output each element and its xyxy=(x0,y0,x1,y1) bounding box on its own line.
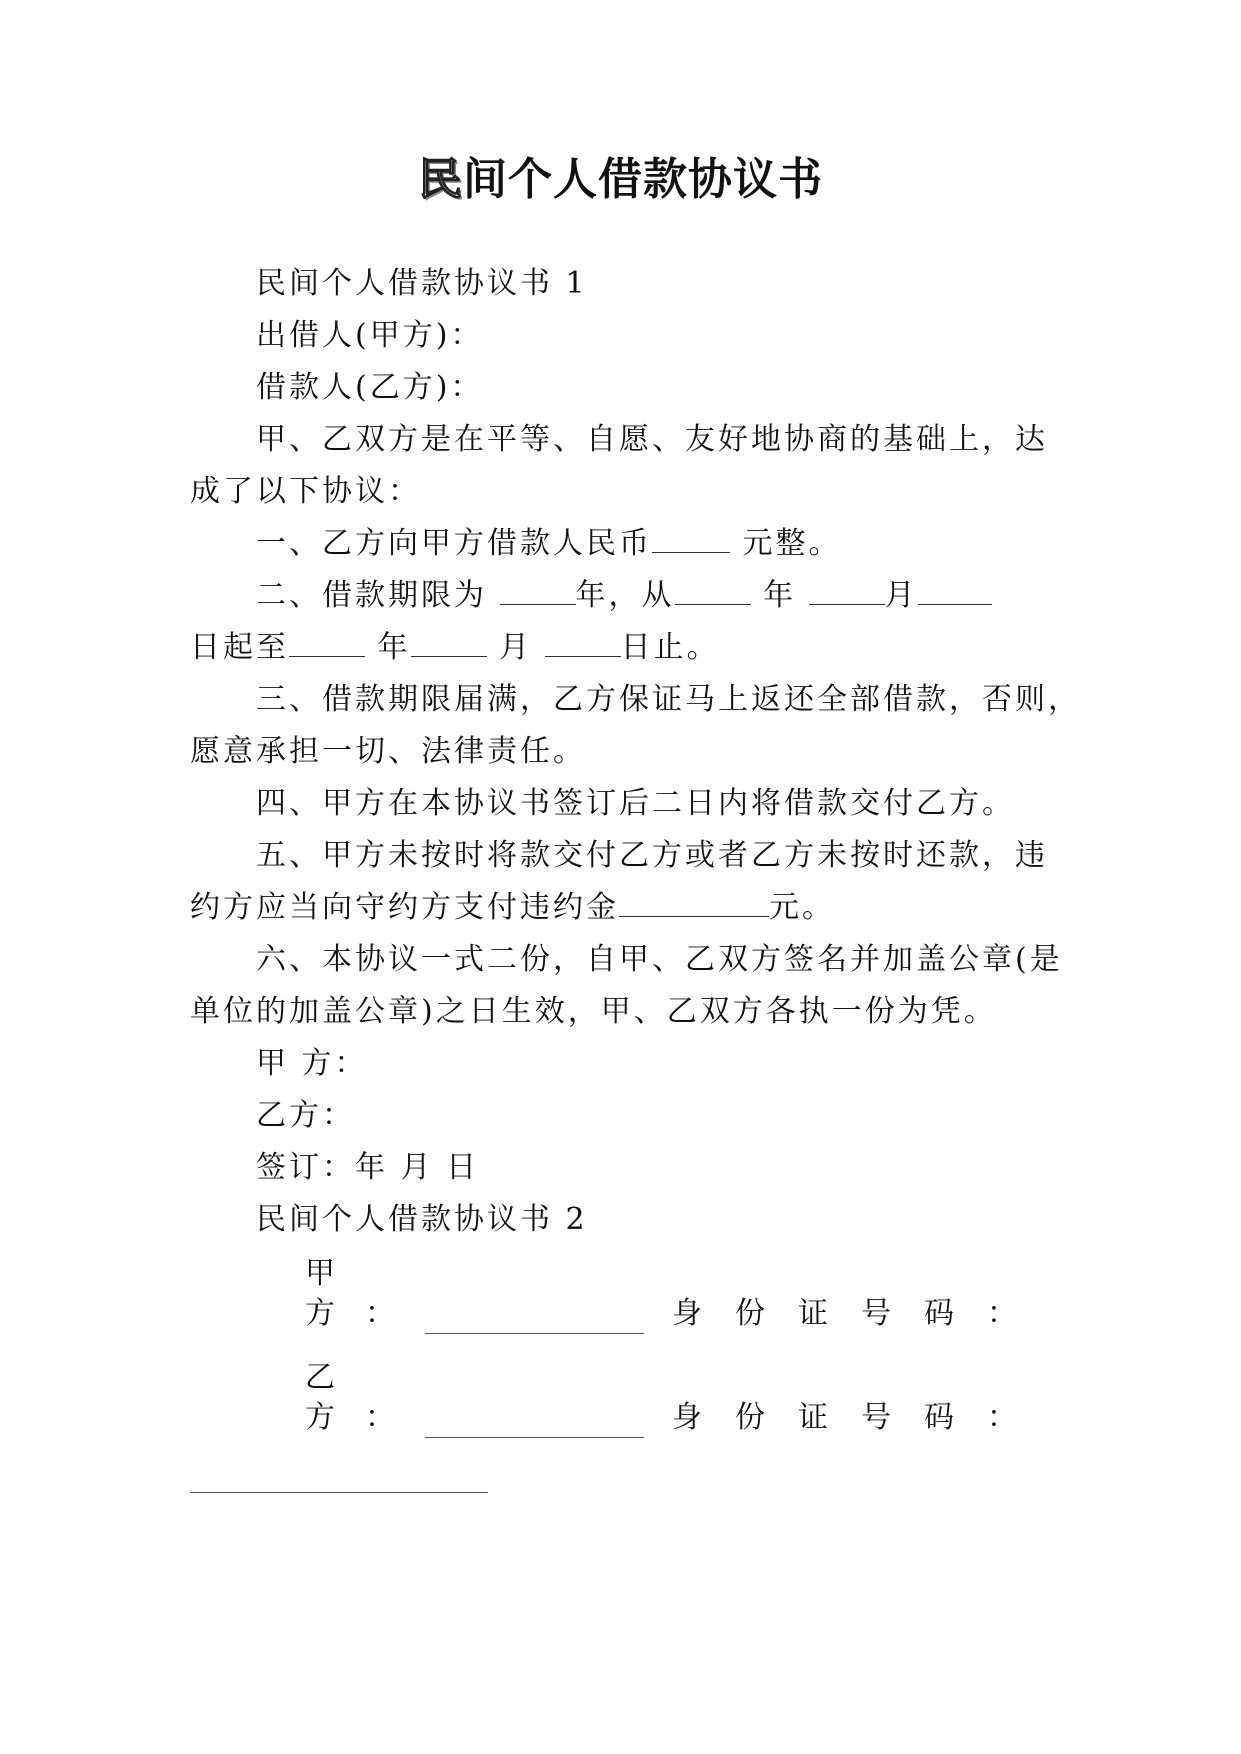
intro-line-2: 成了以下协议： xyxy=(190,474,421,509)
start-day-blank xyxy=(918,576,992,605)
party-b-label: 乙方： xyxy=(305,1360,425,1435)
clause-3-line-2: 愿意承担一切、法律责任。 xyxy=(190,734,586,769)
clause-2-line-2 xyxy=(190,628,1050,668)
start-month-blank xyxy=(809,576,885,605)
years-blank xyxy=(500,576,576,605)
clause-2-until: 日起至 xyxy=(190,630,289,665)
clause-2-line-1 xyxy=(190,576,1116,616)
clause-2-end-month-label: 月 xyxy=(486,630,545,665)
clause-1 xyxy=(190,524,1116,564)
party-b-id-label: 身份证号码： xyxy=(672,1400,1050,1435)
clause-6-line-2: 单位的加盖公章)之日生效，甲、乙双方各执一份为凭。 xyxy=(190,994,997,1029)
title-rest: 间个人借款协议书 xyxy=(463,154,823,205)
party-b-id-row xyxy=(190,1358,1050,1438)
end-year-blank xyxy=(289,628,365,657)
penalty-blank xyxy=(619,888,769,917)
party-b-sign: 乙方： xyxy=(256,1098,355,1133)
clause-2-year-label: 年 xyxy=(750,578,809,613)
party-a-id-blank xyxy=(190,1492,488,1493)
document-title xyxy=(0,150,1241,210)
amount-blank xyxy=(652,524,730,553)
party-a-name-blank xyxy=(425,1303,644,1334)
clause-5-line-1: 五、甲方未按时将款交付乙方或者乙方未按时还款，违 xyxy=(256,838,1048,873)
clause-2-text: 二、借款期限为 xyxy=(256,578,500,613)
party-b-name-blank xyxy=(425,1407,644,1438)
clause-2-month-label: 月 xyxy=(884,578,918,613)
party-a-sign: 甲 方： xyxy=(256,1046,368,1081)
clause-2-year-from: 年，从 xyxy=(575,578,675,613)
end-day-blank xyxy=(545,628,621,657)
agreement-1-heading: 民间个人借款协议书 1 xyxy=(256,266,588,301)
party-a-id-row xyxy=(190,1254,1050,1334)
intro-line-1: 甲、乙双方是在平等、自愿、友好地协商的基础上，达 xyxy=(256,422,1048,457)
clause-6-line-1: 六、本协议一式二份，自甲、乙双方签名并加盖公章(是 xyxy=(256,942,1063,977)
clause-1-end: 元整。 xyxy=(730,526,842,561)
start-year-blank xyxy=(675,576,751,605)
sign-date: 签订：年 月 日 xyxy=(256,1150,480,1185)
clause-5-text: 约方应当向守约方支付违约金 xyxy=(190,890,619,925)
clause-5-line-2 xyxy=(190,888,1050,928)
party-a-label: 甲方： xyxy=(305,1256,425,1331)
clause-3-line-1: 三、借款期限届满，乙方保证马上返还全部借款，否则， xyxy=(256,682,1081,717)
clause-2-end: 日止。 xyxy=(620,630,720,665)
clause-4: 四、甲方在本协议书签订后二日内将借款交付乙方。 xyxy=(256,786,1015,821)
clause-2-end-year-label: 年 xyxy=(365,630,411,665)
clause-5-end: 元。 xyxy=(769,890,835,925)
title-first-char: 民 xyxy=(418,154,463,205)
end-month-blank xyxy=(411,628,487,657)
party-a-id-label: 身份证号码： xyxy=(672,1296,1050,1331)
lender-line: 出借人(甲方)： xyxy=(256,318,484,353)
clause-1-text: 一、乙方向甲方借款人民币 xyxy=(256,526,652,561)
agreement-2-heading: 民间个人借款协议书 2 xyxy=(256,1202,588,1237)
borrower-line: 借款人(乙方)： xyxy=(256,370,484,405)
